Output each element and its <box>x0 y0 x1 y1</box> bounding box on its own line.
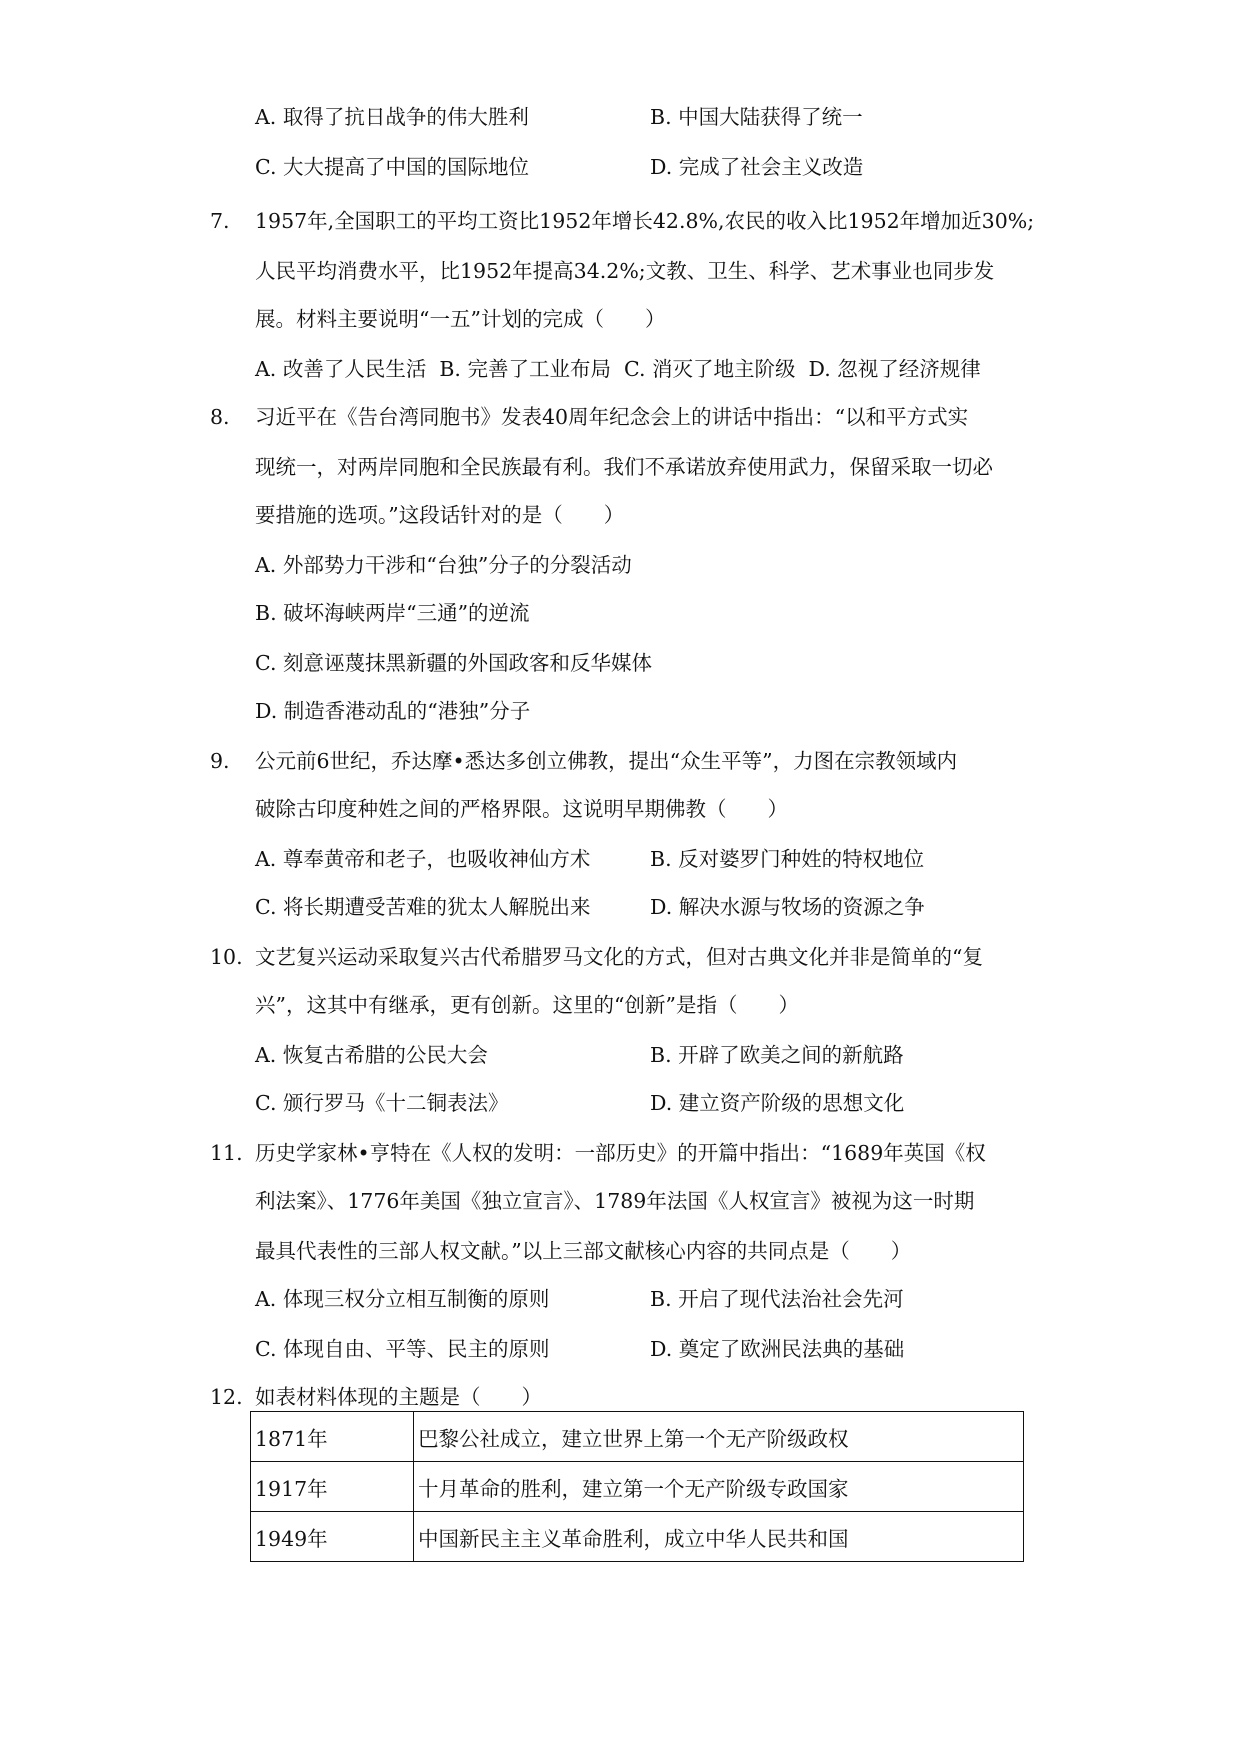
q8-option-d: D. 制造香港动乱的“港独”分子 <box>255 699 531 723</box>
q8-option-a: A. 外部势力干涉和“台独”分子的分裂活动 <box>255 553 632 577</box>
q8-stem-line-1: 习近平在《告台湾同胞书》发表40周年纪念会上的讲话中指出：“以和平方式实 <box>255 405 969 429</box>
q8-stem-line-2: 现统一，对两岸同胞和全民族最有利。我们不承诺放弃使用武力，保留采取一切必 <box>255 455 993 479</box>
q9-option-d: D. 解决水源与牧场的资源之争 <box>650 895 925 919</box>
q11-option-c: C. 体现自由、平等、民主的原则 <box>255 1337 550 1361</box>
q6-option-d: D. 完成了社会主义改造 <box>650 155 864 179</box>
table-cell-event: 十月革命的胜利，建立第一个无产阶级专政国家 <box>414 1462 1024 1512</box>
q11-stem-line-1: 历史学家林•亨特在《人权的发明：一部历史》的开篇中指出：“1689年英国《权 <box>255 1141 986 1165</box>
q8-option-b: B. 破坏海峡两岸“三通”的逆流 <box>255 601 530 625</box>
q9-option-a: A. 尊奉黄帝和老子，也吸收神仙方术 <box>255 847 591 871</box>
q10-stem-line-2: 兴”，这其中有继承，更有创新。这里的“创新”是指（ ） <box>255 993 799 1017</box>
table-cell-event: 巴黎公社成立，建立世界上第一个无产阶级政权 <box>414 1412 1024 1462</box>
q9-stem-line-2: 破除古印度种姓之间的严格界限。这说明早期佛教（ ） <box>255 797 788 821</box>
q9-stem-line-1: 公元前6世纪，乔达摩•悉达多创立佛教，提出“众生平等”，力图在宗教领域内 <box>255 749 958 773</box>
q12-stem: 如表材料体现的主题是（ ） <box>255 1385 542 1409</box>
q6-option-b: B. 中国大陆获得了统一 <box>650 105 863 129</box>
q8-stem-line-3: 要措施的选项。”这段话针对的是（ ） <box>255 503 625 527</box>
q7-stem-line-2: 人民平均消费水平，比1952年提高34.2%;文教、卫生、科学、艺术事业也同步发 <box>255 259 995 283</box>
table-cell-year: 1949年 <box>251 1512 414 1562</box>
q10-option-d: D. 建立资产阶级的思想文化 <box>650 1091 905 1115</box>
q11-stem-line-2: 利法案》、1776年美国《独立宣言》、1789年法国《人权宣言》被视为这一时期 <box>255 1189 975 1213</box>
q10-option-c: C. 颁行罗马《十二铜表法》 <box>255 1091 509 1115</box>
q6-option-a: A. 取得了抗日战争的伟大胜利 <box>255 105 529 129</box>
q10-stem-line-1: 文艺复兴运动采取复兴古代希腊罗马文化的方式，但对古典文化并非是简单的“复 <box>255 945 983 969</box>
q9-number: 9. <box>210 749 230 773</box>
table-row <box>251 1512 1024 1562</box>
q7-options: A. 改善了人民生活 B. 完善了工业布局 C. 消灭了地主阶级 D. 忽视了经济规律 <box>255 357 981 381</box>
q10-option-b: B. 开辟了欧美之间的新航路 <box>650 1043 904 1067</box>
q10-option-a: A. 恢复古希腊的公民大会 <box>255 1043 488 1067</box>
q9-option-b: B. 反对婆罗门种姓的特权地位 <box>650 847 925 871</box>
table-row <box>251 1412 1024 1462</box>
q6-option-c: C. 大大提高了中国的国际地位 <box>255 155 529 179</box>
q7-number: 7. <box>210 209 230 233</box>
q9-option-c: C. 将长期遭受苦难的犹太人解脱出来 <box>255 895 591 919</box>
q11-number: 11. <box>210 1141 243 1165</box>
q7-stem-line-1: 1957年,全国职工的平均工资比1952年增长42.8%,农民的收入比1952年增加近30%; <box>255 209 1035 233</box>
q11-option-b: B. 开启了现代法治社会先河 <box>650 1287 904 1311</box>
table-cell-year: 1871年 <box>251 1412 414 1462</box>
table-row <box>251 1462 1024 1512</box>
q12-table <box>250 1411 1024 1562</box>
q8-option-c: C. 刻意诬蔑抹黑新疆的外国政客和反华媒体 <box>255 651 652 675</box>
q7-stem-line-3: 展。材料主要说明“一五”计划的完成（ ） <box>255 307 666 331</box>
q11-stem-line-3: 最具代表性的三部人权文献。”以上三部文献核心内容的共同点是（ ） <box>255 1239 912 1263</box>
q8-number: 8. <box>210 405 230 429</box>
q11-option-d: D. 奠定了欧洲民法典的基础 <box>650 1337 905 1361</box>
table-cell-event: 中国新民主主义革命胜利，成立中华人民共和国 <box>414 1512 1024 1562</box>
q10-number: 10. <box>210 945 243 969</box>
q12-number: 12. <box>210 1385 243 1409</box>
q11-option-a: A. 体现三权分立相互制衡的原则 <box>255 1287 550 1311</box>
table-cell-year: 1917年 <box>251 1462 414 1512</box>
